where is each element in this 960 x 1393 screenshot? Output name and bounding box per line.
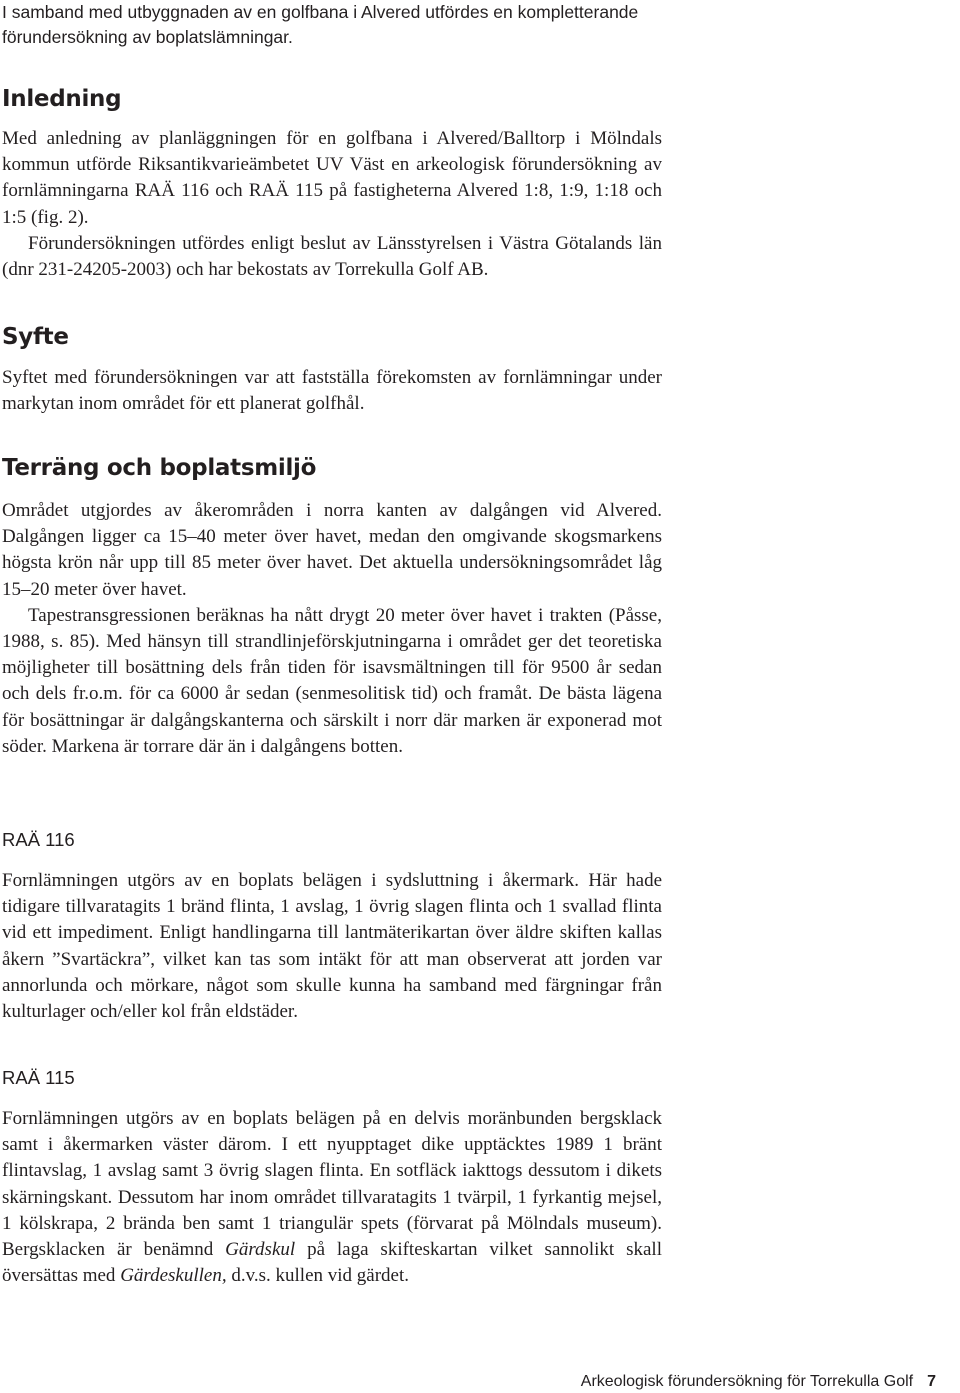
footer-title: Arkeologisk förundersökning för Torrekulla Golf — [580, 1373, 914, 1390]
inledning-paragraph-1: Med anledning av planläggningen för en golfbana i Alvered/Balltorp i Mölndals kommun utförde Riksantikvarieämbetet UV Väst en arkeologisk förundersökning av fornlämningarna RAÄ 116 och RAÄ 115 på fastigheterna Alvered 1:8, 1:9, 1:18 och 1:5 (fig. 2). — [2, 128, 662, 228]
section-inledning — [2, 126, 662, 283]
heading-raa-116: RAÄ 116 — [2, 829, 75, 850]
intro-line-2: förundersökning av boplatslämningar. — [2, 27, 293, 47]
heading-terrang: Terräng och boplatsmiljö — [2, 455, 317, 481]
raa115-text-a: Fornlämningen utgörs av en boplats belägen på en delvis moränbunden bergsklack samt i åkermarken väster därom. I ett nyupptaget dike upptäcktes 1989 1 bränt flintavslag, 1 avslag samt 3 övrig slagen flinta. En sotfläck iakttogs dessutom i dikets skärningskant. Dessutom har inom området tillvaratagits 1 tvärpil, 1 fyrkantig mejsel, 1 kölskrapa, 2 brända ben samt 1 triangulär spets (förvarat på Mölndals museum). Bergsklacken är benämnd — [2, 1108, 662, 1261]
section-raa-115 — [2, 1106, 662, 1289]
raa115-text-b: på laga skifteskartan vilket sannolikt skall översättas med — [2, 1239, 662, 1287]
intro-text — [2, 0, 952, 50]
terrang-paragraph-1: Området utgjordes av åkerområden i norra kanten av dalgången vid Alvered. Dalgången ligger ca 15–40 meter över havet, medan den omgivande skogsmarkens högsta krön når upp till 85 meter över havet. Det aktuella undersökningsområdet låg 15–20 meter över havet. — [2, 500, 662, 600]
raa115-place-name-gardskul: Gärdskul — [225, 1239, 296, 1261]
page-number: 7 — [927, 1373, 936, 1390]
section-raa-116 — [2, 868, 662, 1025]
heading-raa-115: RAÄ 115 — [2, 1067, 75, 1088]
syfte-paragraph-1: Syftet med förundersökningen var att fastställa förekomsten av fornlämningar under markytan inom området för ett planerat golfhål. — [2, 367, 662, 415]
section-terrang — [2, 498, 662, 760]
raa115-paragraph-1 — [2, 1106, 662, 1289]
raa115-text-c: d.v.s. kullen vid gärdet. — [226, 1265, 410, 1287]
terrang-paragraph-2: Tapestransgressionen beräknas ha nått drygt 20 meter över havet i trakten (Påsse, 1988, s. 85). Med hänsyn till strandlinjeförskjutningarna i området ger det teoretiska möjligheter till bosättning dels från tiden för isavsmältningen till för 9500 år sedan och dels fr.o.m. för ca 6000 år sedan (senmesolitisk tid) och framåt. De bästa lägena för bosättningar är dalgångskanterna och särskilt i norr där marken är exponerad mot söder. Markena är torrare där än i dalgångens botten. — [2, 604, 662, 757]
heading-inledning: Inledning — [2, 86, 122, 112]
raa115-place-name-gardeskullen: Gärdeskullen, — [120, 1265, 227, 1287]
section-syfte — [2, 365, 662, 417]
heading-syfte: Syfte — [2, 324, 69, 350]
inledning-paragraph-2: Förundersökningen utfördes enligt beslut av Länsstyrelsen i Västra Götalands län (dnr 231-24205-2003) och har bekostats av Torrekulla Golf AB. — [2, 232, 662, 281]
page-footer — [581, 1372, 936, 1392]
intro-line-1: I samband med utbyggnaden av en golfbana i Alvered utfördes en kompletterande — [2, 2, 639, 22]
raa116-paragraph-1: Fornlämningen utgörs av en boplats belägen i sydsluttning i åkermark. Här hade tidigare tillvaratagits 1 bränd flinta, 1 avslag, 1 övrig slagen flinta och 1 svallad flinta vid ett impediment. Enligt handlingarna till lantmäterikartan över äldre skiften kallas åkern ”Svartäckra”, vilket kan tas som intäkt för att man observerat att jorden var annorlunda och mörkare, något som skulle kunna ha samband med färgningar från kulturlager och/eller kol från eldstäder. — [2, 870, 662, 1023]
